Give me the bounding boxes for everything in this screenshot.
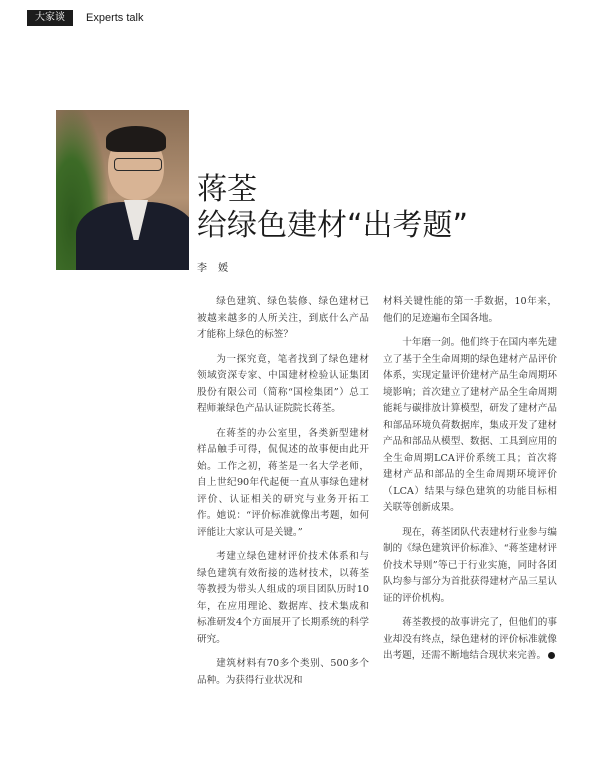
portrait-glasses	[114, 158, 162, 171]
end-mark-icon	[548, 652, 555, 659]
paragraph: 为一探究竟，笔者找到了绿色建材领域资深专家、中国建材检验认证集团股份有限公司（简称“国检集团”）总工程师兼绿色产品认证院院长蒋荃。	[197, 353, 369, 414]
section-tag: 大家谈	[27, 10, 73, 26]
article-title-line2: 给绿色建材“出考题”	[197, 208, 469, 243]
paragraph-last	[383, 615, 557, 665]
paragraph: 材料关键性能的第一手数据，10年来，他们的足迹遍布全国各地。	[383, 296, 557, 324]
paragraph: 考建立绿色建材评价技术体系和与绿色建筑有效衔接的选材技术，以蒋荃等教授为带头人组成的项目团队历时10年，在应用理论、数据库、技术集成和标准研发4个方面展开了长期系统的科学研究。	[197, 551, 369, 645]
paragraph: 现在，蒋荃团队代表建材行业参与编制的《绿色建筑评价标准》、“蒋荃建材评价技术导则”等已于行业实施，同时各团队均参与部分为首批获得建材产品三星认证的评价机构。	[383, 526, 557, 604]
portrait-hair	[106, 126, 166, 152]
paragraph: 在蒋荃的办公室里，各类新型建材样品触手可得，侃侃述的故事便由此开始。工作之初，蒋荃是一名大学老师，自上世纪90年代起便一直从事绿色建材评价、认证相关的研究与业务开拓工作。她说：“评价标准就像出考题，如何评能让大家认可是关键。”	[197, 427, 369, 538]
paragraph-text: 蒋荃教授的故事讲完了，但他们的事业却没有终点，绿色建材的评价标准就像出考题，还需不断地结合现状来完善。	[383, 617, 557, 661]
article-column-right	[383, 294, 557, 673]
article-column-left	[197, 294, 369, 697]
portrait-photo	[56, 110, 189, 270]
section-title-en: Experts talk	[86, 12, 144, 24]
article-title-line1: 蒋荃	[197, 172, 257, 207]
paragraph: 十年磨一剑。他们终于在国内率先建立了基于全生命周期的绿色建材产品评价体系，实现定量评价建材产品生命周期环境影响；首次建立了建材产品全生命周期能耗与碳排放计算模型，研发了建材产品和部品环境负荷数据库，集成开发了建材产品和部品从模型、数据、工具到应用的全生命周期LCA评价系统工具；首次将建材产品和部品的全生命周期环境评价（LCA）结果与绿色建筑的功能目标相关联等创新成果。	[383, 337, 557, 513]
paragraph: 建筑材料有70多个类别、500多个品种。为获得行业状况和	[197, 658, 369, 686]
paragraph: 绿色建筑、绿色装修、绿色建材已被越来越多的人所关注，到底什么产品才能称上绿色的标签？	[197, 296, 369, 340]
article-author: 李 媛	[197, 263, 233, 274]
